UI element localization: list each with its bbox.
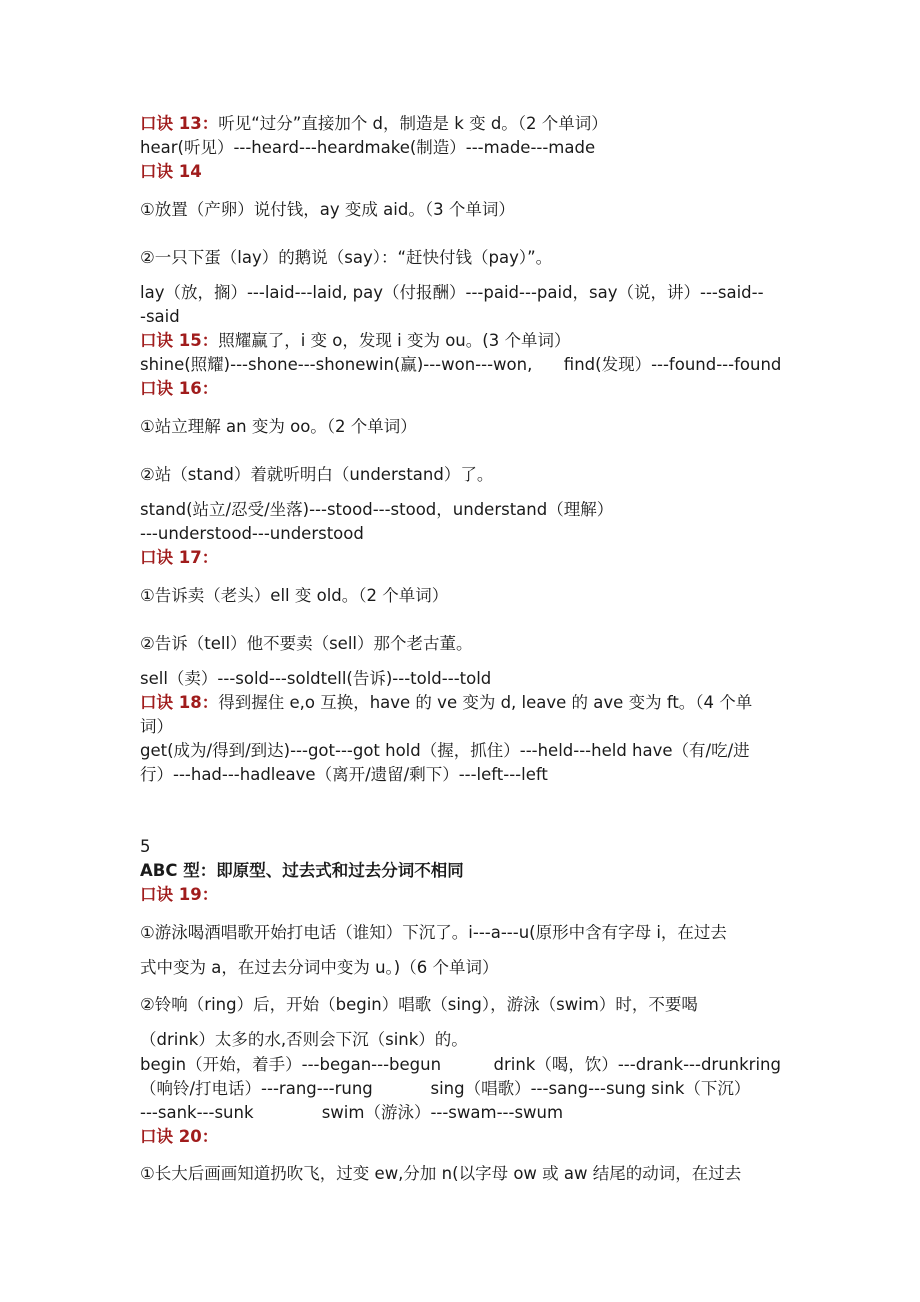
section-title: ABC 型：即原型、过去式和过去分词不相同 (140, 861, 464, 880)
rule-19-heading: 口诀 19： (140, 885, 219, 904)
rule-20-item-1-line-1: ①长大后画画知道扔吹飞，过变 ew,分加 n(以字母 ow 或 aw 结尾的动词，在过去 (140, 1164, 742, 1183)
rule-19-item-1-line-2: 式中变为 a，在过去分词中变为 u。)（6 个单词） (140, 958, 499, 977)
rule-16-item-1: ①站立理解 an 变为 oo。（2 个单词） (140, 417, 417, 436)
rule-17-item-2: ②告诉（tell）他不要卖（sell）那个老古董。 (140, 634, 473, 653)
heading-label: 口诀 18： (140, 693, 219, 712)
rule-20-heading: 口诀 20： (140, 1127, 219, 1146)
rule-16-heading: 口诀 16： (140, 379, 219, 398)
rule-14-item-1: ①放置（产卵）说付钱，ay 变成 aid。（3 个单词） (140, 200, 515, 219)
rule-19-example-line-2: （响铃/打电话）---rang---rung sing（唱歌）---sang---sung sink（下沉） (140, 1079, 751, 1098)
rule-15-heading (140, 330, 570, 352)
heading-text: 听见“过分”直接加个 d，制造是 k 变 d。（2 个单词） (218, 114, 608, 133)
rule-16-example-line-2: ---understood---understood (140, 524, 364, 543)
rule-18-example-line-1: get(成为/得到/到达)---got---got hold（握，抓住）---held---held have（有/吃/进 (140, 741, 750, 760)
rule-15-example: shine(照耀)---shone---shonewin(赢)---won---won, find(发现）---found---found (140, 355, 782, 374)
section-number: 5 (140, 837, 151, 856)
rule-19-item-1-line-1: ①游泳喝酒唱歌开始打电话（谁知）下沉了。i---a---u(原形中含有字母 i，在过去 (140, 923, 727, 942)
heading-label: 口诀 13： (140, 114, 219, 133)
rule-17-heading: 口诀 17： (140, 548, 219, 567)
rule-13-example: hear(听见）---heard---heardmake(制造）---made---made (140, 138, 596, 157)
rule-13-heading (140, 113, 608, 135)
rule-14-example-line-1: lay（放，搁）---laid---laid, pay（付报酬）---paid---paid，say（说，讲）---said-- (140, 283, 764, 302)
rule-17-example: sell（卖）---sold---soldtell(告诉)---told---told (140, 669, 492, 688)
rule-14-heading: 口诀 14 (140, 162, 202, 181)
rule-14-example-line-2: -said (140, 307, 180, 326)
rule-18-heading-cont: 词） (140, 717, 173, 736)
heading-text: 得到握住 e,o 互换，have 的 ve 变为 d, leave 的 ave 变为 ft。（4 个单 (218, 693, 753, 712)
rule-19-item-2-line-1: ②铃响（ring）后，开始（begin）唱歌（sing），游泳（swim）时，不要喝 (140, 995, 698, 1014)
rule-19-example-line-3: ---sank---sunk swim（游泳）---swam---swum (140, 1103, 564, 1122)
heading-text: 照耀赢了，i 变 o，发现 i 变为 ou。(3 个单词） (218, 331, 571, 350)
rule-16-item-2: ②站（stand）着就听明白（understand）了。 (140, 465, 494, 484)
rule-16-example-line-1: stand(站立/忍受/坐落)---stood---stood，understand（理解） (140, 500, 614, 519)
rule-19-example-line-1: begin（开始，着手）---began---begun drink（喝，饮）---drank---drunkring (140, 1055, 781, 1074)
rule-18-example-line-2: 行）---had---hadleave（离开/遗留/剩下）---left---left (140, 765, 548, 784)
heading-label: 口诀 15： (140, 331, 219, 350)
rule-18-heading (140, 692, 752, 714)
rule-19-item-2-line-2: （drink）太多的水,否则会下沉（sink）的。 (140, 1030, 468, 1049)
rule-14-item-2: ②一只下蛋（lay）的鹅说（say）：“赶快付钱（pay）”。 (140, 248, 553, 267)
rule-17-item-1: ①告诉卖（老头）ell 变 old。（2 个单词） (140, 586, 449, 605)
